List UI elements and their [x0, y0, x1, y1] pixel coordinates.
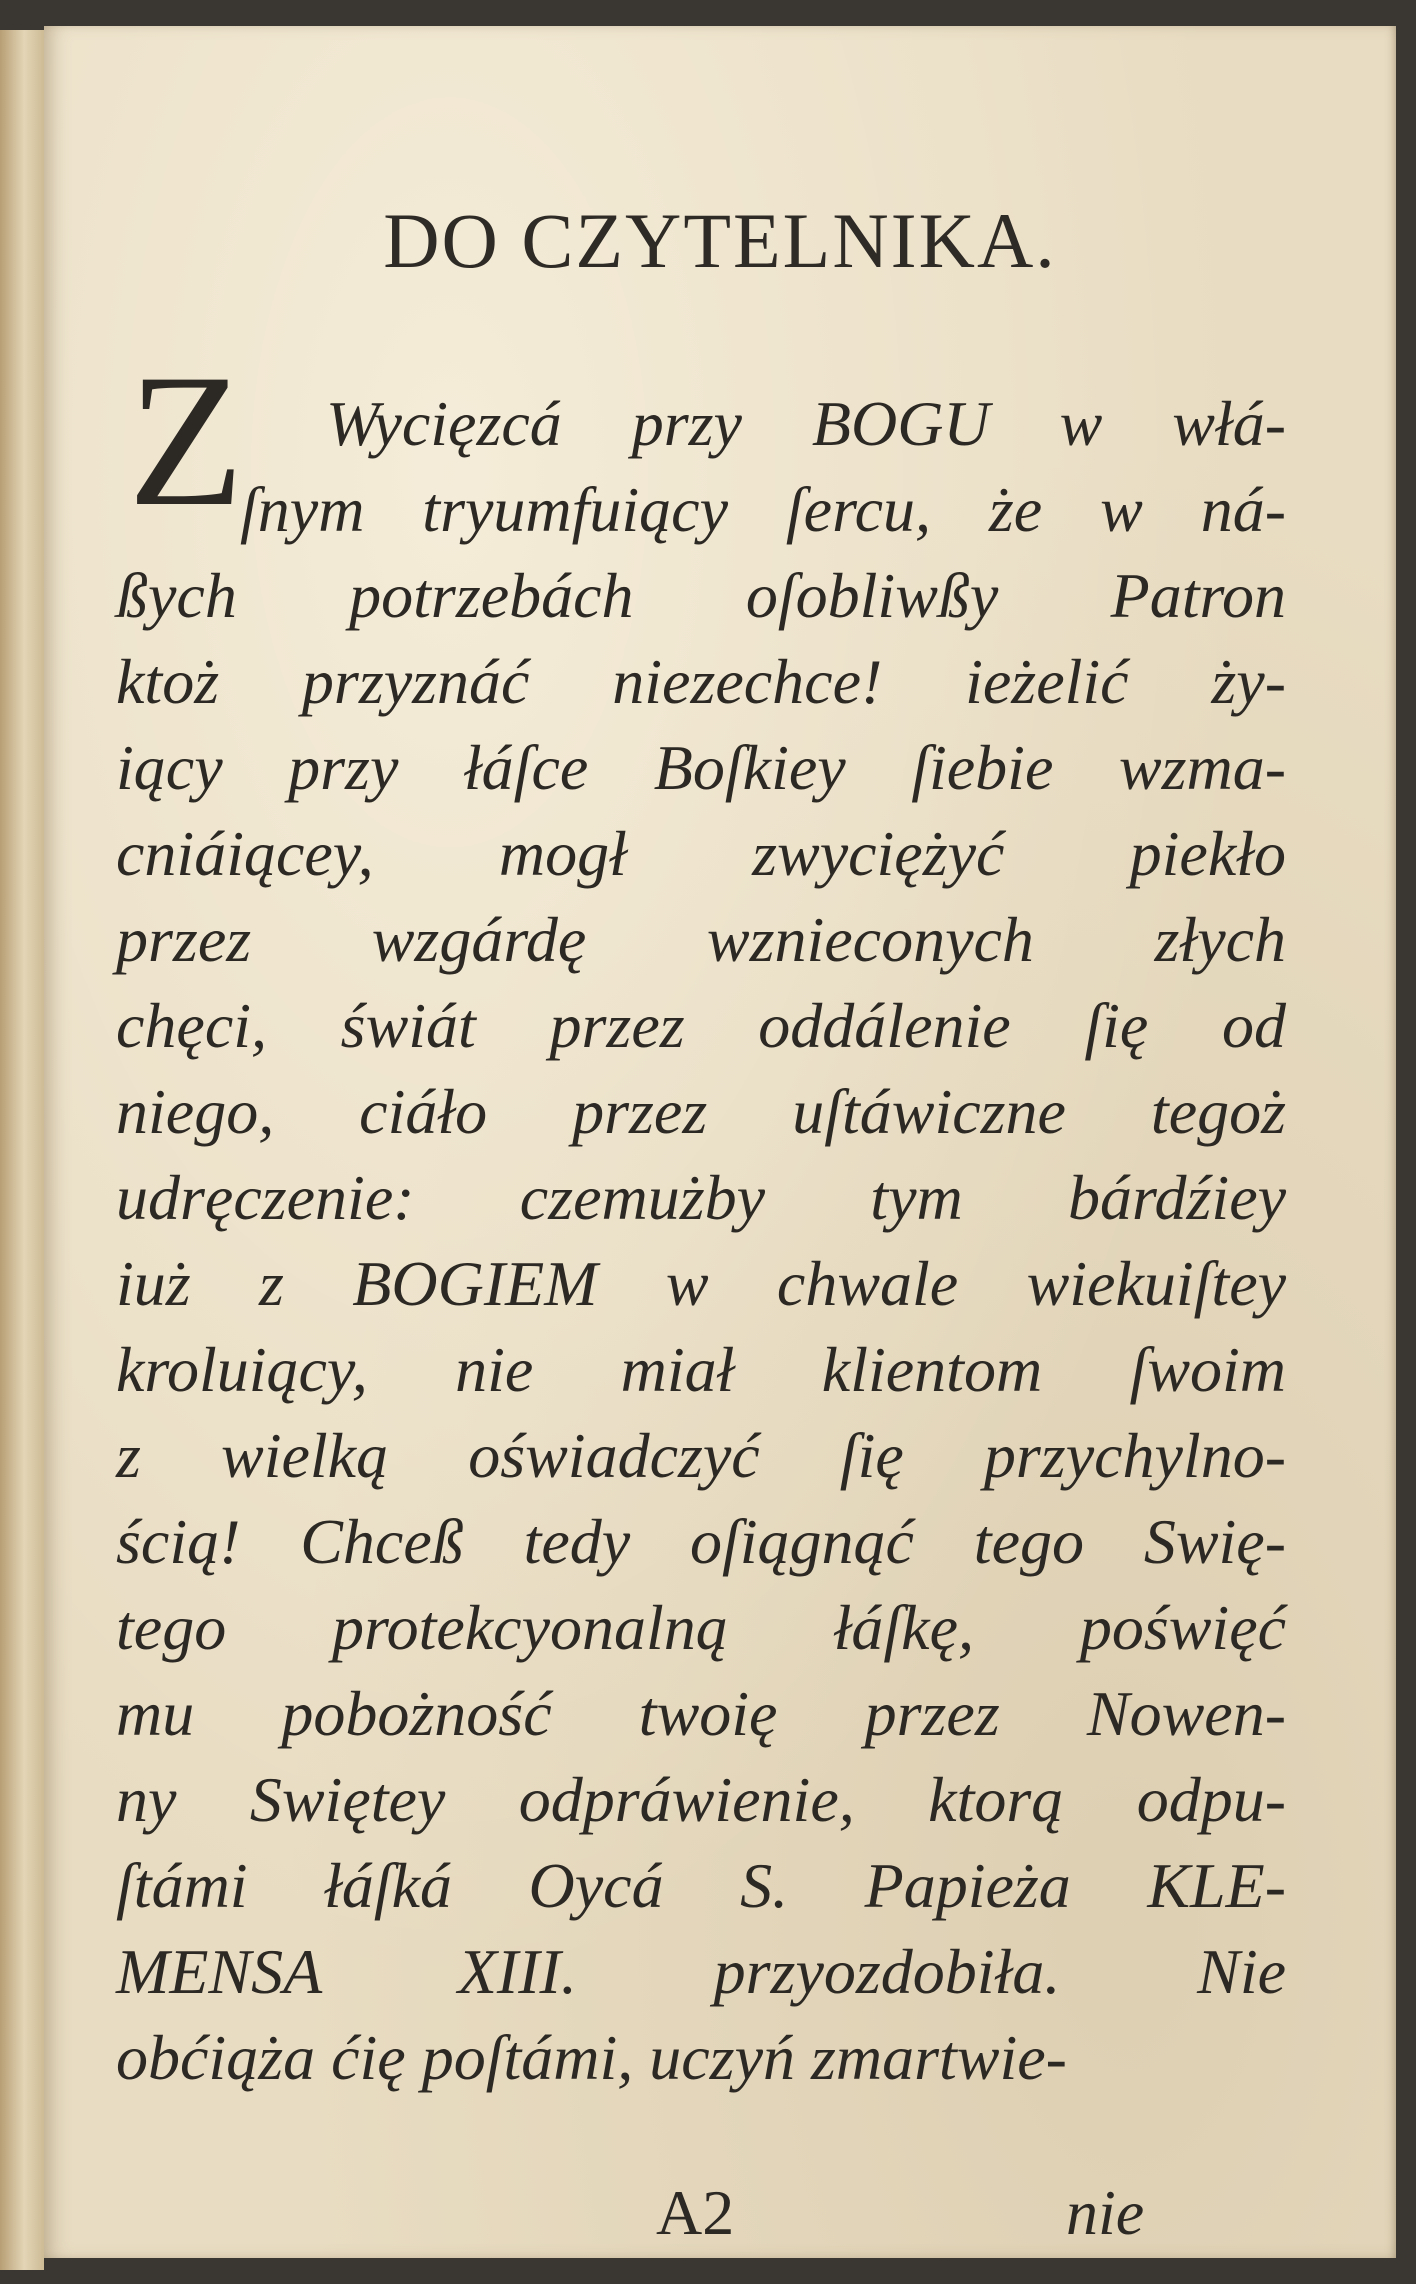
book-spine-edge	[0, 30, 44, 2270]
body-text	[116, 381, 1286, 2101]
text-line: z wielką oświadczyć ſię przychylno-	[116, 1420, 1286, 1491]
text-line: ścią! Chceß tedy oſiągnąć tego Swię-	[116, 1506, 1286, 1577]
text-line: udręczenie: czemużby tym bárdźiey	[116, 1162, 1286, 1233]
page-heading: DO CZYTELNIKA.	[383, 197, 1057, 284]
text-line: ktoż przyznáć niezechce! ieżelić ży-	[116, 646, 1286, 717]
text-line: iący przy łáſce Boſkiey ſiebie wzma-	[116, 732, 1286, 803]
text-line: kroluiący, nie miał klientom ſwoim	[116, 1334, 1286, 1405]
text-line: iuż z BOGIEM w chwale wiekuiſtey	[116, 1248, 1286, 1319]
text-line: cniáiącey, mogł zwyciężyć piekło	[116, 818, 1286, 889]
text-line: przez wzgárdę wznieconych złych	[116, 904, 1286, 975]
text-line: ſnym tryumfuiący ſercu, że w ná-	[240, 474, 1286, 545]
text-line: Wycięzcá przy BOGU w włá-	[326, 388, 1286, 459]
text-line: tego protekcyonalną łáſkę, poświęć	[116, 1592, 1286, 1663]
text-line: chęci, świát przez oddálenie ſię od	[116, 990, 1286, 1061]
text-line: obćiąża ćię poſtámi, uczyń zmartwie-	[116, 2022, 1067, 2093]
catchword: nie	[1066, 2177, 1145, 2248]
text-line: MENSA XIII. przyozdobiła. Nie	[116, 1936, 1286, 2007]
drop-cap-initial: Z	[128, 336, 245, 546]
signature-mark: A2	[656, 2177, 735, 2248]
text-line: ſtámi łáſká Oycá S. Papieża KLE-	[116, 1850, 1286, 1921]
page-sheet	[44, 26, 1396, 2258]
text-line: ny Swiętey odpráwienie, ktorą odpu-	[116, 1764, 1286, 1835]
text-line: niego, ciáło przez uſtáwiczne tegoż	[116, 1076, 1286, 1147]
text-line: mu pobożność twoię przez Nowen-	[116, 1678, 1286, 1749]
text-line: ßych potrzebách oſobliwßy Patron	[116, 560, 1286, 631]
